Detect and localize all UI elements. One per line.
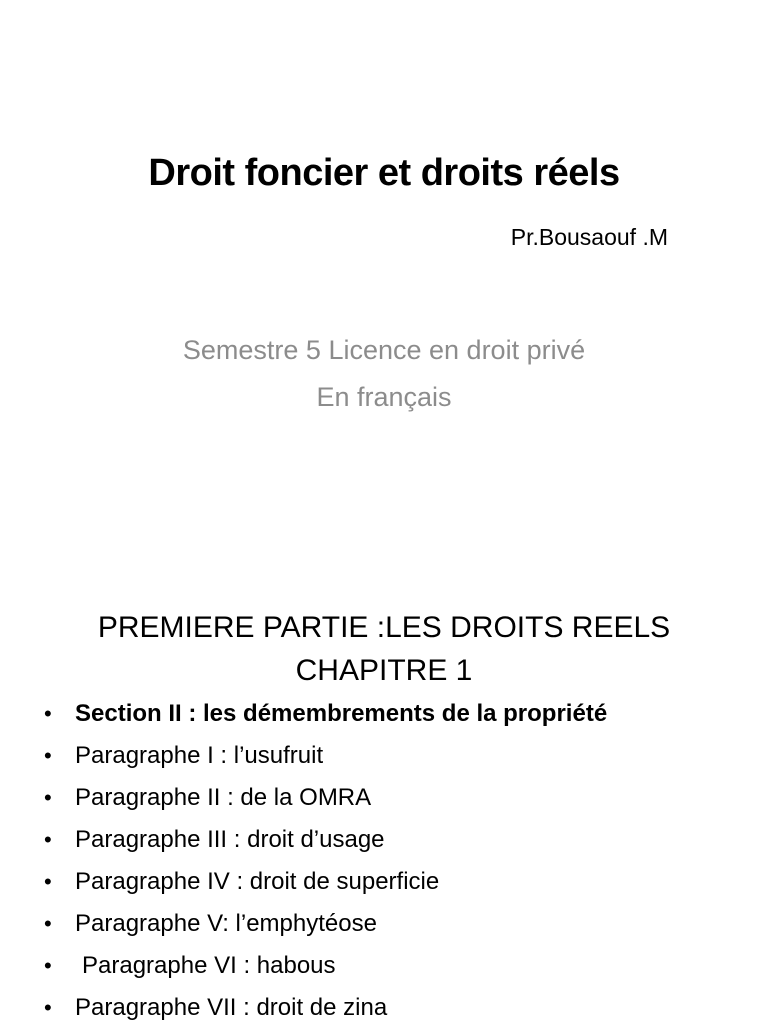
chapter-title: CHAPITRE 1 (295, 654, 473, 687)
bullet-icon: • (44, 953, 52, 978)
bullet-icon: • (44, 995, 52, 1020)
list-item-label: Paragraphe II : de la OMRA (75, 784, 372, 811)
list-item-label: Section II : les démembrements de la propriété (75, 700, 608, 727)
list-item-label: Paragraphe V: l’emphytéose (75, 910, 377, 937)
list-item-label: Paragraphe III : droit d’usage (75, 826, 385, 853)
list-item-label: Paragraphe VI : habous (82, 952, 336, 979)
list-item-label: Paragraphe IV : droit de superficie (75, 868, 440, 895)
contents-slide (0, 576, 768, 1024)
subtitle-language: En français (316, 382, 452, 412)
author-name: Pr.Bousaouf .M (510, 224, 668, 250)
bullet-icon: • (44, 827, 52, 852)
list-item-label: Paragraphe I : l’usufruit (75, 742, 324, 769)
part-title: PREMIERE PARTIE :LES DROITS REELS (97, 611, 671, 644)
bullet-icon: • (44, 743, 52, 768)
bullet-icon: • (44, 911, 52, 936)
subtitle-program: Semestre 5 Licence en droit privé (182, 335, 586, 365)
list-item-label: Paragraphe VII : droit de zina (75, 994, 388, 1021)
bullet-icon: • (44, 869, 52, 894)
document-title: Droit foncier et droits réels (148, 152, 620, 194)
bullet-icon: • (44, 701, 52, 726)
bullet-icon: • (44, 785, 52, 810)
